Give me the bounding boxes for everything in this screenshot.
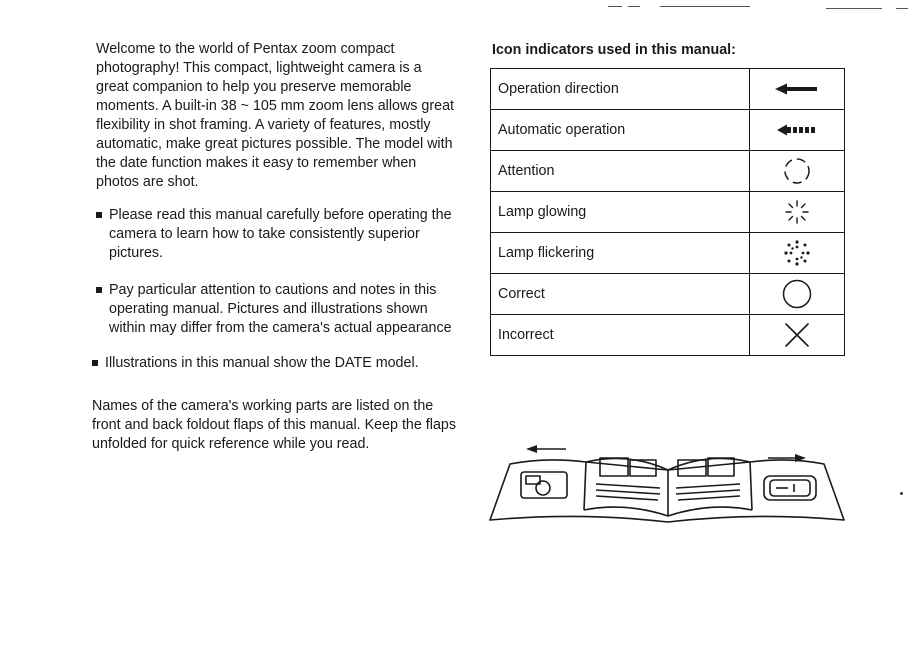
legend-row [491,274,845,315]
legend-label: Incorrect [491,315,750,356]
scan-line [608,6,622,7]
bullet-list [96,206,456,373]
scan-line [628,6,640,7]
arrow-left-icon [775,83,819,95]
names-note: Names of the camera's working parts are listed on the front and back foldout flaps of this manual. Keep the flaps unfolded for quick reference while you read. [92,398,457,452]
legend-label: Operation direction [491,69,750,110]
manual-flaps-illustration [488,444,848,528]
legend-label: Attention [491,151,750,192]
scan-line [660,6,750,7]
legend-heading: Icon indicators used in this manual: [492,42,736,58]
scan-line [826,8,882,9]
auto-arrow-icon [777,124,817,136]
legend-row [491,151,845,192]
legend-label: Lamp glowing [491,192,750,233]
bullet-item: Pay particular attention to cautions and notes in this operating manual. Pictures and illustrations shown within may differ from the camera's actual appearance [96,281,456,338]
legend-row [491,110,845,151]
intro-column [92,40,457,468]
intro-paragraph: Welcome to the world of Pentax zoom compact photography! This compact, lightweight camera is a great companion to help you preserve memorable moments. A built-in 38 ~ 105 mm zoom lens allows great flexibility in shot framing. A variety of features, mostly automatic, make great pictures possible. The model with the date function makes it easy to remember when photos are shot. [96,41,454,190]
scan-line [896,8,908,9]
dashed-circle-icon [782,156,812,186]
legend-row [491,69,845,110]
lamp-flickering-icon [783,239,811,267]
legend-row [491,315,845,356]
cross-icon [783,321,811,349]
legend-label: Automatic operation [491,110,750,151]
lamp-glowing-icon [784,199,810,225]
legend-row [491,192,845,233]
arrow-left-icon [526,445,566,453]
legend-label: Correct [491,274,750,315]
circle-icon [781,278,813,310]
page-mark [900,492,903,495]
bullet-item: Please read this manual carefully before operating the camera to learn how to take consistently superior pictures. [96,206,456,263]
legend-label: Lamp flickering [491,233,750,274]
legend-row [491,233,845,274]
icon-legend-table [490,68,845,356]
bullet-item: Illustrations in this manual show the DATE model. [92,354,456,373]
